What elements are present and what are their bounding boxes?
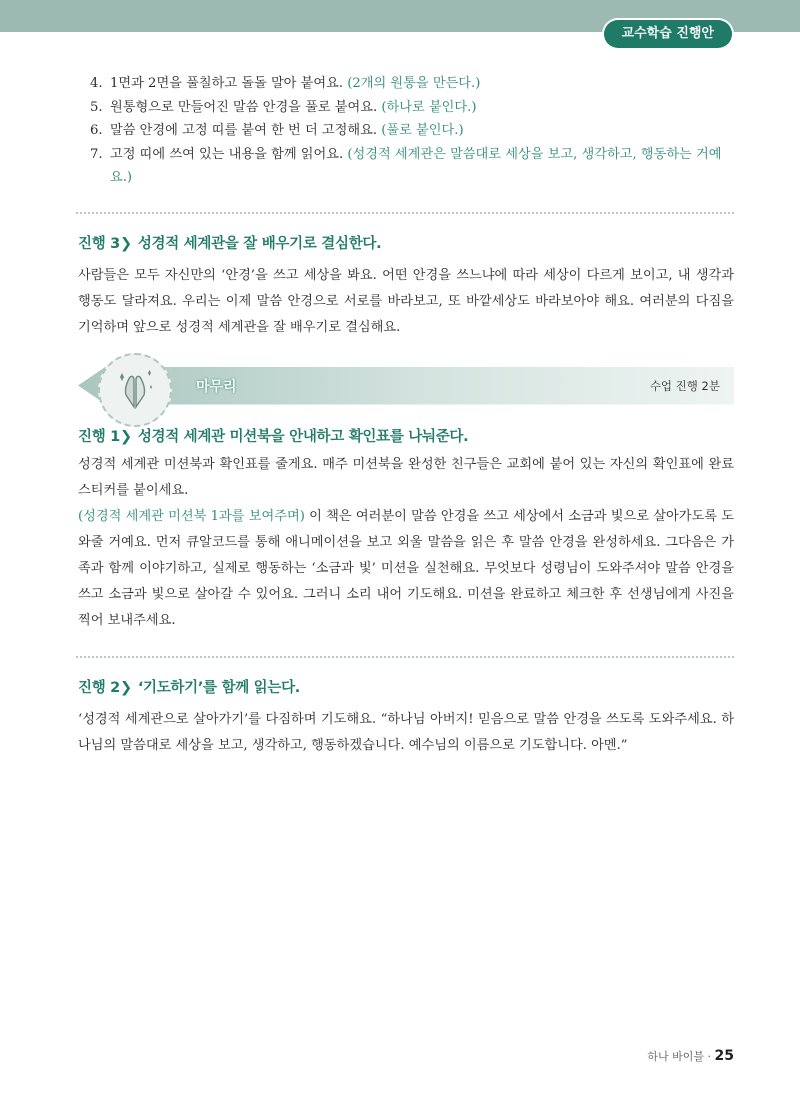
banner-title: 마무리 <box>196 378 237 395</box>
step-number: 4. <box>90 76 103 91</box>
step-text: 원통형으로 만들어진 말씀 안경을 풀로 붙여요. <box>110 99 382 115</box>
step-note: (하나로 붙인다.) <box>381 99 477 115</box>
step-text: 1면과 2면을 풀칠하고 돌돌 말아 붙여요. <box>110 76 348 91</box>
step-note: (성경적 세계관은 말씀대로 세상을 보고, 생각하고, 행동하는 거예요.) <box>110 146 722 185</box>
section-heading <box>78 676 734 697</box>
list-item <box>78 119 734 143</box>
teacher-note: (성경적 세계관 미션북 1과를 보여주며) <box>78 508 305 524</box>
step-number: 6. <box>90 123 103 138</box>
paragraph: ‘성경적 세계관으로 살아가기’를 다짐하며 기도해요. “하나님 아버지! 믿음으로 말씀 안경을 쓰도록 도와주세요. 하나님의 말씀대로 세상을 보고, 생각하고, 행동하겠습니다. 예수님의 이름으로 기도합니다. 아멘.” <box>78 711 734 753</box>
step-note: (2개의 원통을 만든다.) <box>347 76 481 91</box>
banner-bar <box>78 367 734 405</box>
section-badge: 교수학습 진행안 <box>604 20 732 48</box>
praying-hands-icon-svg <box>112 367 158 413</box>
heading-text: 성경적 세계관 미션북을 안내하고 확인표를 나눠준다. <box>137 428 469 445</box>
dotted-divider <box>76 656 734 658</box>
paragraph-text: 이 책은 여러분이 말씀 안경을 쓰고 세상에서 소금과 빛으로 살아가도록 도와줄 거예요. 먼저 큐알코드를 통해 애니메이션을 보고 외울 말씀을 읽은 후 말씀 안경을 완성하세요. 그다음은 가족과 함께 이야기하고, 실제로 행동하는 ‘소금과 빛’ 미션을 실천해요. 무엇보다 성령님이 도와주셔야 말씀 안경을 쓰고 소금과 빛으로 살아갈 수 있어요. 그러니 소리 내어 기도해요. 미션을 완료하고 체크한 후 선생님에게 사진을 찍어 보내주세요. <box>78 508 734 628</box>
book-title: 하나 바이블 · <box>647 1050 715 1063</box>
lesson-time: 수업 진행 2분 <box>649 378 720 393</box>
page-number: 25 <box>714 1048 734 1064</box>
chevron-right-icon: ❯ <box>119 428 132 445</box>
page-footer <box>647 1048 734 1064</box>
paragraph: 성경적 세계관 미션북과 확인표를 줄게요. 매주 미션북을 완성한 친구들은 교회에 붙어 있는 자신의 확인표에 완료 스티커를 붙이세요. <box>78 456 734 498</box>
chevron-right-icon: ❯ <box>119 679 132 696</box>
section-heading <box>78 232 734 253</box>
dotted-divider <box>76 212 734 214</box>
paragraph: 사람들은 모두 자신만의 ‘안경’을 쓰고 세상을 봐요. 어떤 안경을 쓰느냐에 따라 세상이 다르게 보이고, 내 생각과 행동도 달라져요. 우리는 이제 말씀 안경으로 서로를 바라보고, 또 바깥세상도 바라보아야 해요. 여러분의 다짐을 기억하며 앞으로 성경적 세계관을 잘 배우기로 결심해요. <box>78 267 734 335</box>
section-heading <box>78 425 734 446</box>
closing-banner <box>78 367 734 405</box>
list-item <box>78 143 734 190</box>
praying-hands-icon <box>98 353 172 427</box>
heading-text: ‘기도하기’를 함께 읽는다. <box>137 679 301 696</box>
chevron-right-icon: ❯ <box>119 235 132 252</box>
step-note: (풀로 붙인다.) <box>381 123 464 138</box>
step-text: 말씀 안경에 고정 띠를 붙여 한 번 더 고정해요. <box>110 123 382 138</box>
step-number: 5. <box>90 99 103 115</box>
step-label: 진행 3 <box>78 235 120 252</box>
steps-list <box>78 72 734 190</box>
list-item <box>78 96 734 120</box>
step-label: 진행 1 <box>78 428 120 445</box>
step-label: 진행 2 <box>78 679 120 696</box>
list-item <box>78 72 734 96</box>
step-text: 고정 띠에 쓰여 있는 내용을 함께 읽어요. <box>110 146 348 162</box>
paragraph <box>78 504 734 634</box>
heading-text: 성경적 세계관을 잘 배우기로 결심한다. <box>137 235 382 252</box>
main-content <box>78 72 734 759</box>
step-number: 7. <box>90 146 103 162</box>
